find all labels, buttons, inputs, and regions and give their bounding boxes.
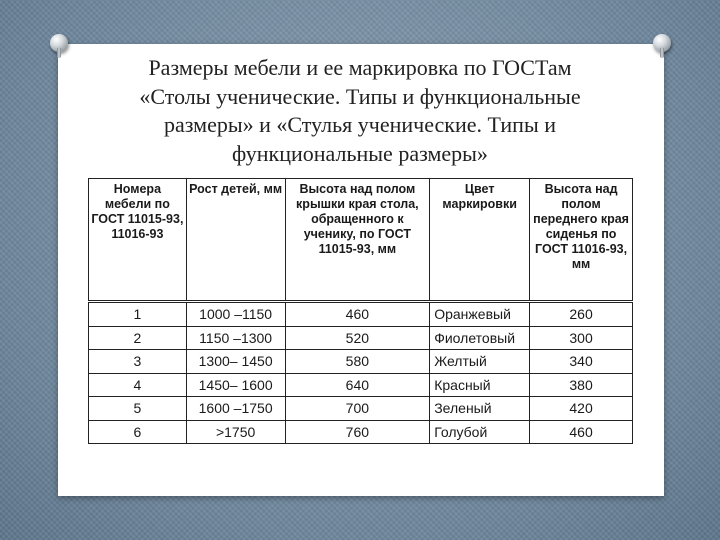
title-line-2: «Столы ученические. Типы и функциональные [139, 83, 581, 109]
cell-child-height: 1000 –1150 [186, 302, 285, 327]
table-row [89, 397, 633, 421]
cell-number: 2 [89, 326, 187, 350]
cell-table-height: 700 [285, 397, 430, 421]
table-row [89, 373, 633, 397]
cell-child-height: >1750 [186, 420, 285, 444]
header-furniture-number: Номера мебели по ГОСТ 11015-93, 11016-93 [89, 179, 187, 302]
cell-table-height: 520 [285, 326, 430, 350]
cell-table-height: 460 [285, 302, 430, 327]
cell-number: 1 [89, 302, 187, 327]
cell-seat-height: 300 [530, 326, 633, 350]
cell-marking-color: Красный [430, 373, 530, 397]
cell-marking-color: Оранжевый [430, 302, 530, 327]
title-line-4: функциональные размеры» [232, 140, 488, 166]
table-header-row [89, 179, 633, 302]
cell-child-height: 1600 –1750 [186, 397, 285, 421]
cell-seat-height: 260 [530, 302, 633, 327]
cell-table-height: 640 [285, 373, 430, 397]
title-line-3: размеры» и «Стулья ученические. Типы и [164, 112, 556, 137]
table-row [89, 420, 633, 444]
cell-number: 3 [89, 350, 187, 374]
cell-seat-height: 460 [530, 420, 633, 444]
header-marking-color: Цвет маркировки [430, 179, 530, 302]
table-row [89, 302, 633, 327]
header-seat-height: Высота над полом переднего края сиденья по ГОСТ 11016-93, мм [530, 179, 633, 302]
cell-number: 5 [89, 397, 187, 421]
cell-child-height: 1150 –1300 [186, 326, 285, 350]
header-table-height: Высота над полом крышки края стола, обращенного к ученику, по ГОСТ 11015-93, мм [285, 179, 430, 302]
header-child-height: Рост детей, мм [186, 179, 285, 302]
cell-table-height: 760 [285, 420, 430, 444]
title-line-1: Размеры мебели и ее маркировка по ГОСТам [148, 55, 572, 80]
table-row [89, 326, 633, 350]
cell-seat-height: 340 [530, 350, 633, 374]
cell-child-height: 1450– 1600 [186, 373, 285, 397]
cell-marking-color: Зеленый [430, 397, 530, 421]
slide-title [60, 54, 660, 168]
cell-seat-height: 420 [530, 397, 633, 421]
cell-number: 4 [89, 373, 187, 397]
cell-child-height: 1300– 1450 [186, 350, 285, 374]
table-row [89, 350, 633, 374]
cell-table-height: 580 [285, 350, 430, 374]
cell-seat-height: 380 [530, 373, 633, 397]
furniture-size-table [88, 178, 633, 444]
cell-number: 6 [89, 420, 187, 444]
cell-marking-color: Голубой [430, 420, 530, 444]
cell-marking-color: Желтый [430, 350, 530, 374]
cell-marking-color: Фиолетовый [430, 326, 530, 350]
